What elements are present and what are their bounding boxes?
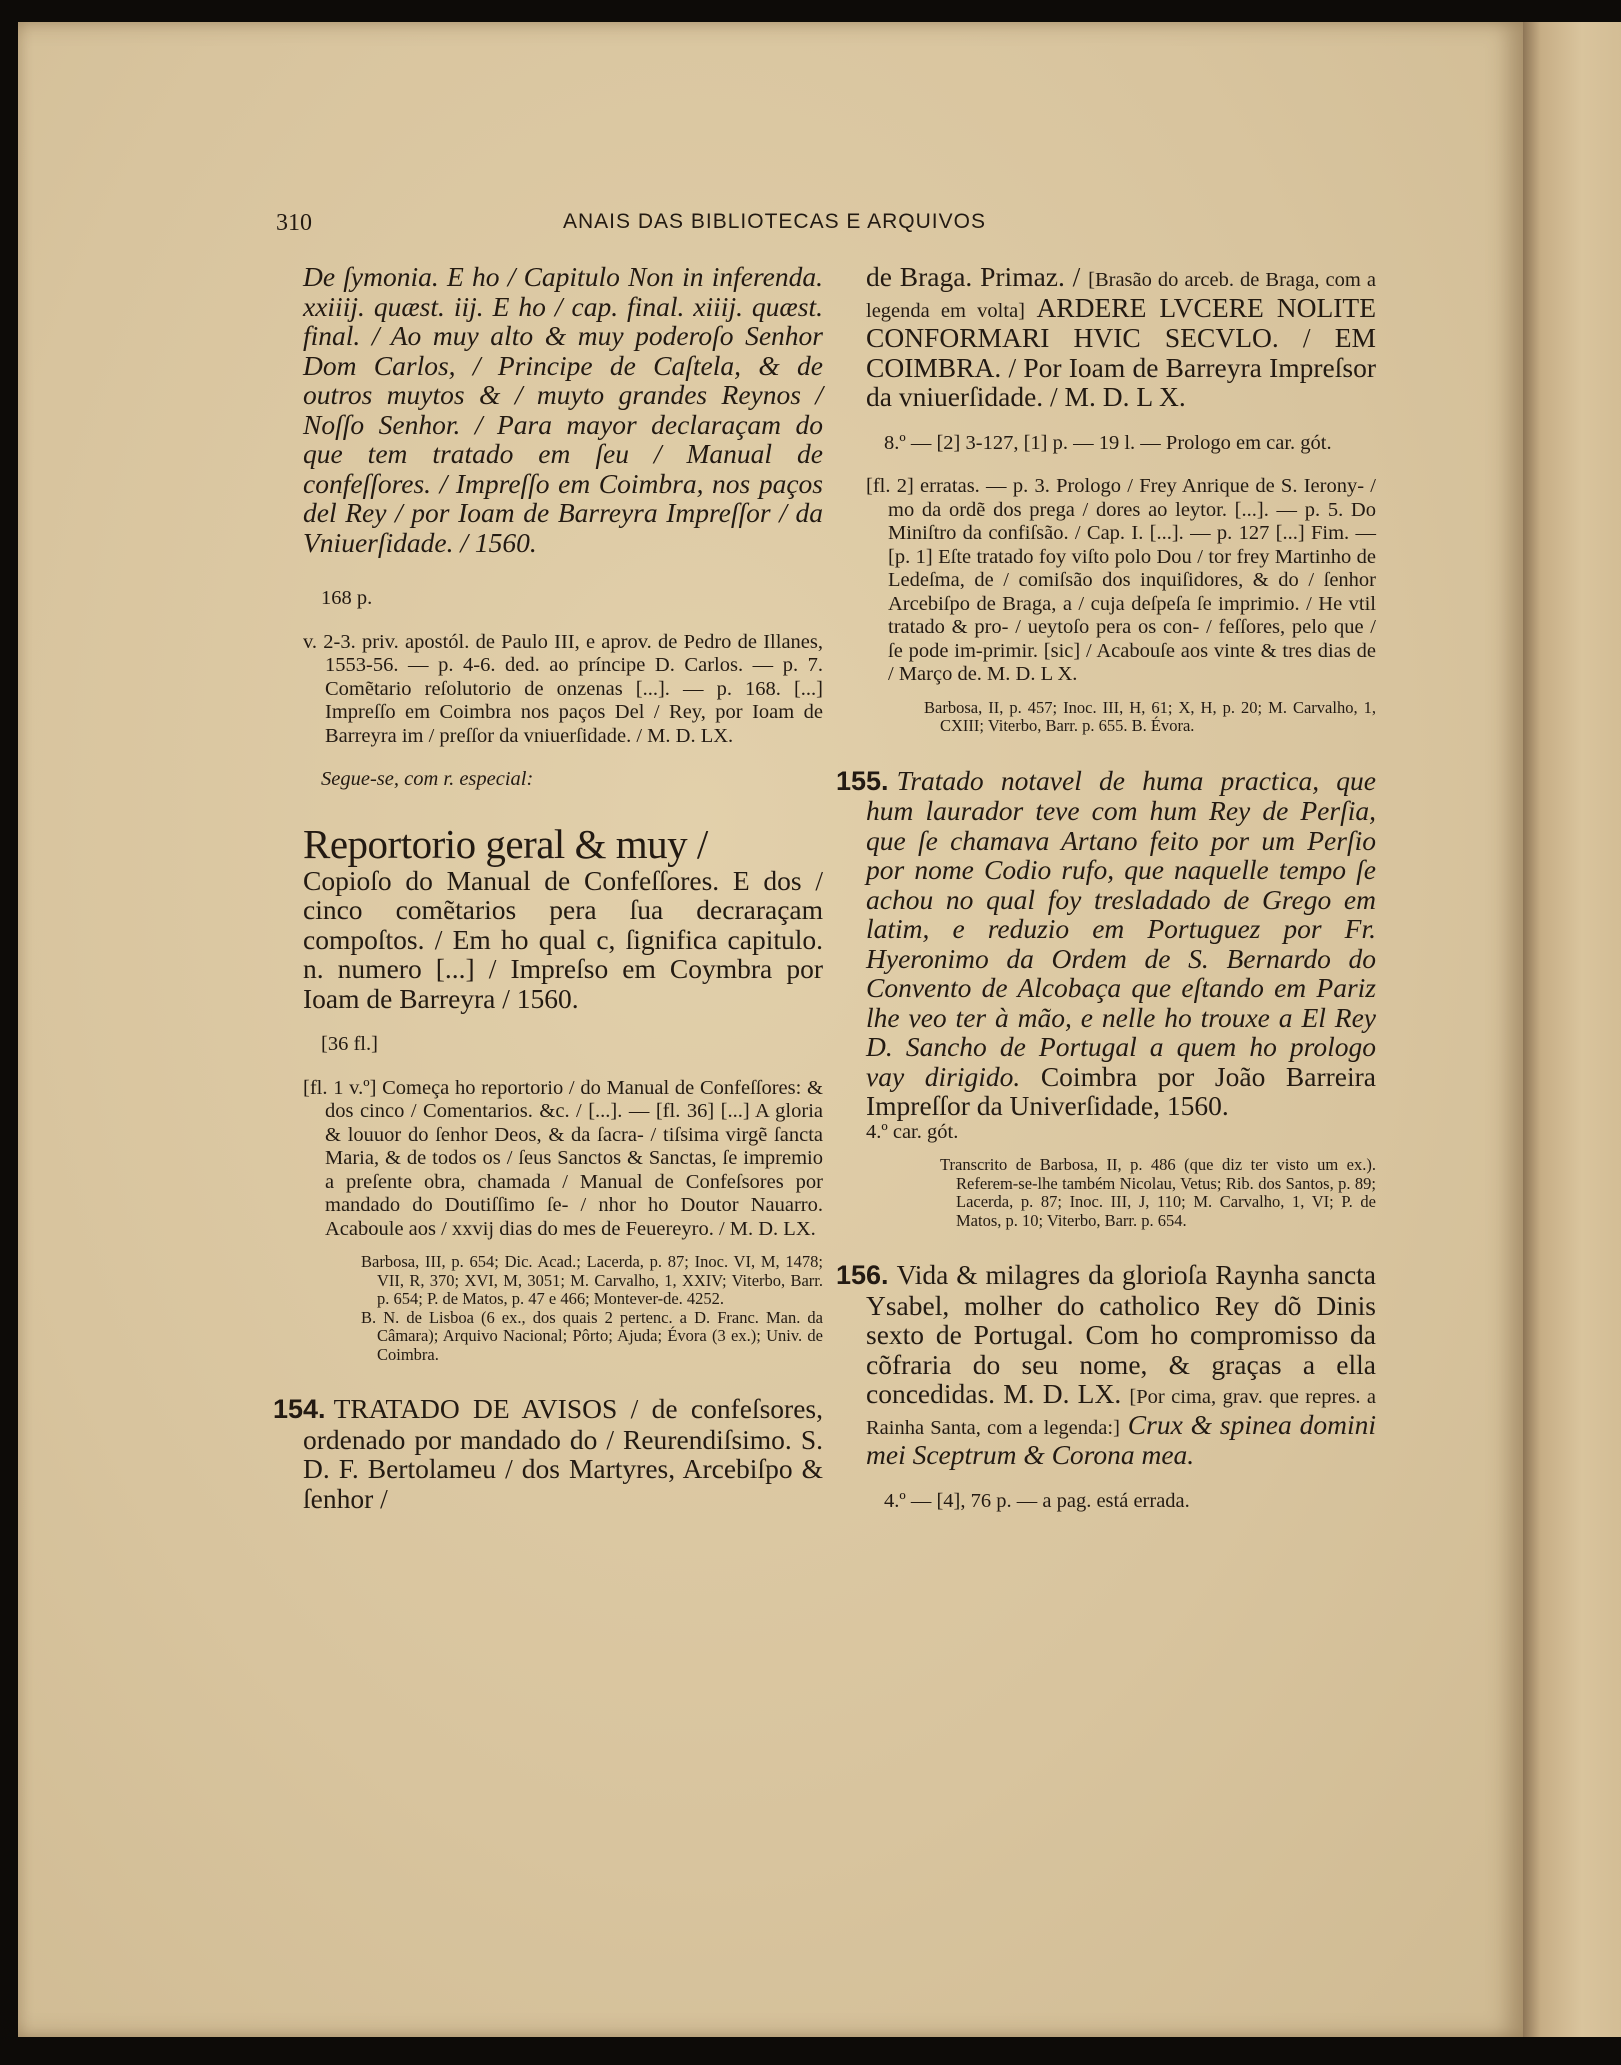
entry-156-title: Vida & milagres da glorioſa Raynha sancta Ysabel, molher do catholico Rey dõ Dinis sexto de Portugal. Com ho compromisso da cõfraria do seu nome, & graças a ella concedidas. M. D. LX. xyxy=(866,1259,1376,1409)
right-column xyxy=(836,261,1377,1513)
entry-155 xyxy=(836,764,1376,1121)
page-number: 310 xyxy=(276,210,312,236)
entry-156-format: 4.º — [4], 76 p. — a pag. está errada. xyxy=(884,1489,1190,1512)
entry-number-154: 154. xyxy=(273,1394,326,1424)
entry-153-collation: v. 2-3. priv. apostól. de Paulo III, e aprov. de Pedro de Illanes, 1553-56. — p. 4-6. ded. ao príncipe D. Carlos. — p. 7. Comẽtario reſolutorio de onzenas [...]. — p. 168. [...] Impreſſo em Coimbra nos paços Del / Rey, por Ioam de Barreyra im / preſſor da vniuerſidade. / M. D. LX. xyxy=(303,630,823,747)
left-column xyxy=(273,261,823,1514)
book-page xyxy=(18,22,1523,2037)
repertorio-holdings: B. N. de Lisboa (6 ex., dos quais 2 pertenc. a D. Franc. Man. da Câmara); Arquivo Nacional; Pôrto; Ajuda; Évora (3 ex.); Univ. de Coimbra. xyxy=(361,1307,823,1364)
running-title: ANAIS DAS BIBLIOTECAS E ARQUIVOS xyxy=(563,210,986,233)
entry-156 xyxy=(836,1259,1377,1470)
entry-154 xyxy=(273,1393,823,1514)
entry-154-bracket-note: [Brasão do arceb. de Braga, com a legenda em volta] xyxy=(866,269,1376,322)
entry-153-continuation: De ſymonia. E ho / Capitulo Non in inferenda. xxiiij. quæst. iij. E ho / cap. final. xiiij. quæst. final. / Ao muy alto & muy poderoſo Senhor Dom Carlos, / Principe de Caſtela, & de outros muytos & / muyto grandes Reynos / Noſſo Senhor. / Para mayor declaraçam do que tem tratado em ſeu / Manual de confeſſores. / Impreſſo em Coimbra, nos paços del Rey / por Ioam de Barreyra Impreſſor / da Vniuerſidade. / 1560. xyxy=(303,261,823,558)
page-header xyxy=(18,210,1523,244)
entry-155-format: 4.º car. gót. xyxy=(866,1120,959,1143)
entry-155-imprint: Coimbra por João Barreira Impreſſor da Univerſidade, 1560. xyxy=(866,1060,1376,1121)
entry-number-155: 155. xyxy=(836,765,889,796)
repertorio-heading: Reportorio geral & muy / xyxy=(303,820,708,867)
entry-155-title: Tratado notavel de huma practica, que hum laurador teve com hum Rey de Perſia, que ſe chamava Artano feito por um Perſio por nome Codio rufo, que naquelle tempo ſe achou no qual foy tresladado de Grego em latim, e reduzio em Portuguez por Fr. Hyeronimo da Ordem de S. Bernardo do Convento de Alcobaça que eſtando em Pariz lhe veo ter à mão, e nelle ho trouxe a El Rey D. Sancho de Portugal a quem ho prologo vay dirigido. xyxy=(866,764,1376,1092)
entry-154-references: Barbosa, II, p. 457; Inoc. III, H, 61; X, H, p. 20; M. Carvalho, 1, CXIII; Viterbo, Barr. p. 655. B. Évora. xyxy=(924,697,1376,735)
adjacent-page-edge xyxy=(1523,22,1621,2037)
entry-number-156: 156. xyxy=(836,1260,889,1290)
segue-se-note: Segue-se, com r. especial: xyxy=(321,768,534,790)
entry-156-bracket-note: [Por cima, grav. que repres. a Rainha Santa, com a legenda:] xyxy=(866,1386,1377,1439)
repertorio-title: Copioſo do Manual de Confeſſores. E dos / cinco comẽtarios pera ſua decraraçam compoſtos. / Em ho qual c, ſignifica capitulo. n. numero [...] / Impreſso em Coymbra por Ioam de Barreyra / 1560. xyxy=(303,864,823,1014)
entry-154-collation: [fl. 2] erratas. — p. 3. Prologo / Frey Anrique de S. Ierony- / mo da ordẽ dos prega / dores ao leytor. [...]. — p. 5. Do Miniſtro da confiſsão. / Cap. I. [...]. — p. 127 [...] Fim. — [p. 1] Eſte tratado foy viſto polo Dou / tor frey Martinho de Ledeſma, de / comiſsão dos inquiſidores, & do / ſenhor Arcebiſpo de Braga, a / cuja deſpeſa ſe imprimio. / He vtil tratado & pro- / ueytoſo pera os con- / feſſores, pelo que / ſe pode im-primir. [sic] / Acabouſe aos vinte & tres dias de / Março de. M. D. L X. xyxy=(866,475,1376,685)
entry-155-references: Transcrito de Barbosa, II, p. 486 (que diz ter visto um ex.). Referem-se-lhe também Nicolau, Vetus; Rib. dos Santos, p. 89; Lacerda, p. 87; Inoc. III, J, 110; M. Carvalho, 1, VI; P. de Matos, p. 10; Viterbo, Barr. p. 654. xyxy=(940,1155,1376,1230)
repertorio-collation: [fl. 1 v.º] Começa ho reportorio / do Manual de Confeſſores: & dos cinco / Comentarios. &c. / [...]. — [fl. 36] [...] A gloria & louuor do ſenhor Deos, & da ſacra- / tiſsima virgẽ ſancta Maria, & de todos os / ſeus Sanctos & Sanctas, ſe impremio a preſente obra, chamada / Manual de Confeſsores por mandado do Doutiſſimo ſe- / nhor ho Doutor Nauarro. Acaboule aos / xxvij dias do mes de Feuereyro. / M. D. LX. xyxy=(303,1076,823,1240)
entry-154-continuation: de Braga. Primaz. / [Brasão do arceb. de Braga, com a legenda em volta] ARDERE LVCERE NOLITE CONFORMARI HVIC SECVLO. / EM COIMBRA. / Por Ioam de Barreyra Impreſsor da vniuerſidade. / M. D. L X. xyxy=(866,261,1377,412)
entry-154-title: TRATADO DE AVISOS / de confeſsores, ordenado por mandado do / Reurendiſsimo. S. D. F. Bertolameu / dos Martyres, Arcebiſpo & ſenhor / xyxy=(303,1393,823,1514)
entry-153-format: 168 p. xyxy=(321,587,373,609)
entry-154-format: 8.º — [2] 3-127, [1] p. — 19 l. — Prologo em car. gót. xyxy=(884,431,1332,454)
repertorio-references: Barbosa, III, p. 654; Dic. Acad.; Lacerda, p. 87; Inoc. VI, M, 1478; VII, R, 370; XVI, M, 3051; M. Carvalho, 1, XXIV; Viterbo, Barr. p. 654; P. de Matos, p. 47 e 466; Montever-de. 4252. xyxy=(361,1252,823,1308)
entry-156-legend: Crux & spinea domini mei Sceptrum & Corona mea. xyxy=(866,1408,1376,1470)
repertorio-format: [36 fl.] xyxy=(321,1033,378,1055)
